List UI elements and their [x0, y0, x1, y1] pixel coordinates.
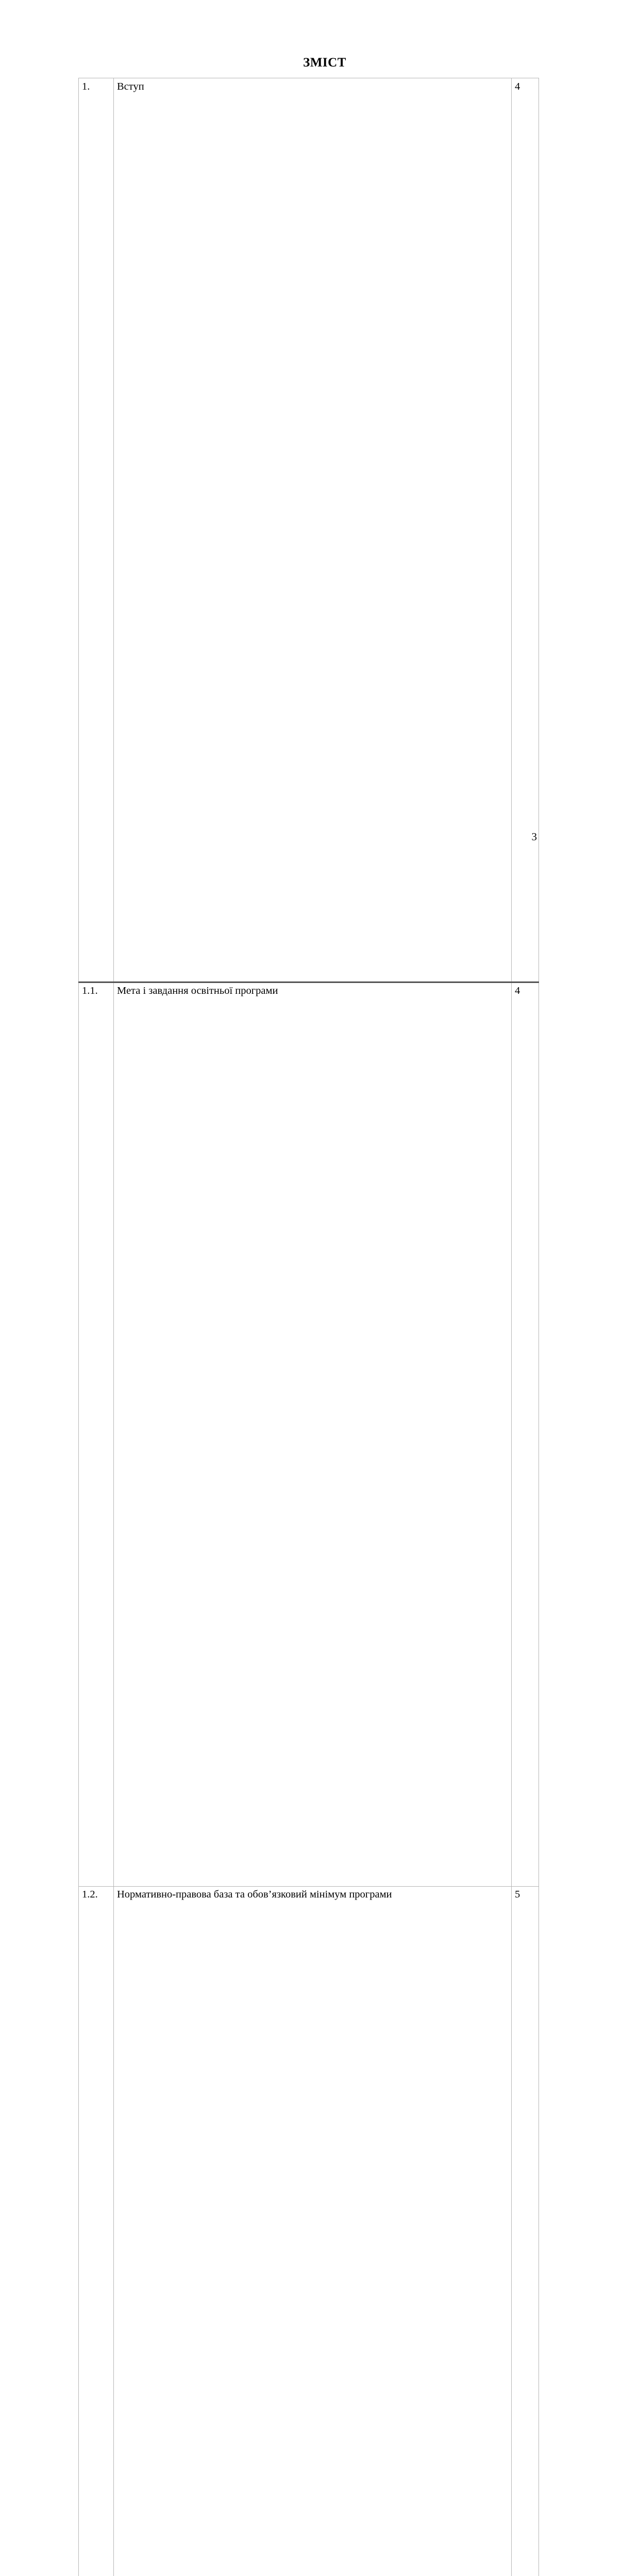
toc-item-number: 1.	[79, 78, 114, 982]
document-page	[0, 0, 639, 904]
table-row	[79, 1887, 539, 2576]
toc-item-title: Вступ	[114, 78, 512, 982]
toc-item-page: 4	[512, 982, 539, 1887]
toc-table	[78, 78, 539, 2576]
page-title: ЗМІСТ	[0, 0, 639, 70]
toc-item-page: 4	[512, 78, 539, 982]
table-row	[79, 78, 539, 982]
page-number: 3	[532, 831, 537, 843]
toc-item-title: Мета і завдання освітньої програми	[114, 982, 512, 1887]
toc-item-page: 5	[512, 1887, 539, 2576]
toc-item-number: 1.1.	[79, 982, 114, 1887]
toc-body	[79, 78, 539, 2576]
toc-item-number: 1.2.	[79, 1887, 114, 2576]
table-row	[79, 982, 539, 1887]
toc-item-title: Нормативно-правова база та обов’язковий мінімум програми	[114, 1887, 512, 2576]
table-of-contents	[78, 78, 539, 2576]
